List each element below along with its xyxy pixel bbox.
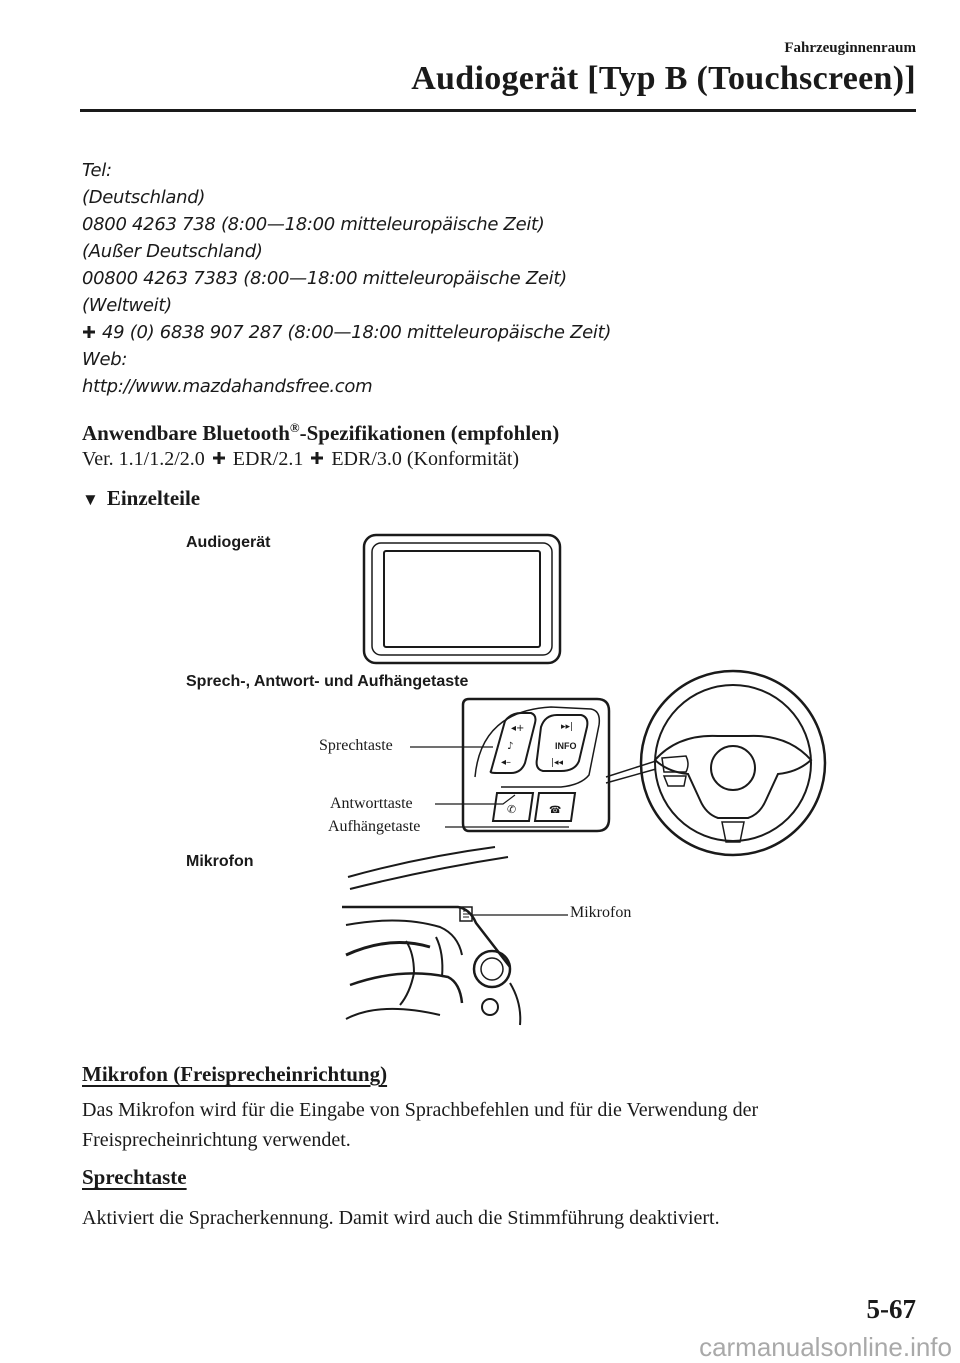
web-label: Web: — [82, 349, 128, 370]
watermark: carmanualsonline.info — [699, 1332, 952, 1362]
bluetooth-heading-suffix: -Spezifikationen (empfohlen) — [299, 421, 560, 445]
triangle-down-icon: ▼ — [82, 490, 99, 509]
version-part-1: Ver. 1.1/1.2/2.0 — [82, 448, 205, 470]
svg-text:✆: ✆ — [507, 803, 517, 816]
talk-button-section-heading: Sprechtaste — [82, 1165, 187, 1189]
steering-wheel-illustration — [638, 668, 828, 858]
version-part-3: EDR/3.0 (Konformität) — [331, 448, 520, 470]
germany-number: 0800 4263 738 (8:00—18:00 mitteleuropäische Zeit) — [82, 214, 545, 235]
answer-button-callout: Antworttaste — [330, 795, 413, 812]
talk-button-callout: Sprechtaste — [319, 737, 393, 754]
outside-germany-label: (Außer Deutschland) — [82, 241, 263, 262]
info-button: INFO — [555, 741, 577, 751]
header-divider — [80, 109, 916, 112]
svg-text:☎: ☎ — [549, 805, 562, 816]
germany-label: (Deutschland) — [82, 187, 206, 208]
svg-text:◂+: ◂+ — [511, 723, 525, 734]
plus-icon — [310, 451, 324, 465]
microphone-callout: Mikrofon — [570, 904, 632, 921]
microphone-illustration — [340, 843, 530, 1028]
connector-line — [606, 757, 666, 787]
talk-button-section-text: Aktiviert die Spracherkennung. Damit wird auch die Stimmführung deaktiviert. — [82, 1207, 720, 1229]
plus-icon — [82, 325, 96, 339]
parts-heading-text: Einzelteile — [106, 486, 201, 510]
worldwide-label: (Weltweit) — [82, 295, 172, 316]
section-header: Fahrzeuginnenraum — [784, 40, 916, 56]
worldwide-number: 49 (0) 6838 907 287 (8:00—18:00 mitteleuropäische Zeit) — [102, 322, 612, 343]
web-url[interactable]: http://www.mazdahandsfree.com — [82, 376, 373, 397]
microphone-section-heading: Mikrofon (Freisprecheinrichtung) — [82, 1062, 388, 1086]
tel-label: Tel: — [82, 160, 112, 181]
microphone-section-text: Das Mikrofon wird für die Eingabe von Sprachbefehlen und für die Verwendung der Freisprecheinrichtung verwendet. — [82, 1099, 759, 1151]
audio-unit-illustration — [362, 533, 562, 665]
callout-leader-lines — [405, 743, 545, 833]
parts-heading — [82, 486, 200, 511]
bluetooth-spec-heading — [82, 420, 559, 446]
svg-text:◂–: ◂– — [501, 757, 512, 768]
svg-text:♪: ♪ — [507, 741, 514, 752]
svg-text:|◂◂: |◂◂ — [551, 758, 564, 768]
switch-label: Sprech-, Antwort- und Aufhängetaste — [186, 673, 469, 690]
version-part-2: EDR/2.1 — [232, 448, 304, 470]
page-title: Audiogerät [Typ B (Touchscreen)] — [411, 60, 916, 97]
registered-mark: ® — [289, 420, 300, 435]
bluetooth-heading-text: Anwendbare Bluetooth — [82, 421, 290, 445]
plus-icon — [212, 451, 226, 465]
microphone-label: Mikrofon — [186, 853, 254, 870]
page-number: 5-67 — [866, 1294, 916, 1324]
audio-unit-label: Audiogerät — [186, 534, 271, 551]
svg-text:▸▸|: ▸▸| — [561, 722, 574, 732]
outside-germany-number: 00800 4263 7383 (8:00—18:00 mitteleuropäische Zeit) — [82, 268, 567, 289]
bluetooth-version-line — [82, 448, 519, 471]
worldwide-number-row — [82, 322, 611, 343]
hangup-button-callout: Aufhängetaste — [328, 818, 421, 835]
